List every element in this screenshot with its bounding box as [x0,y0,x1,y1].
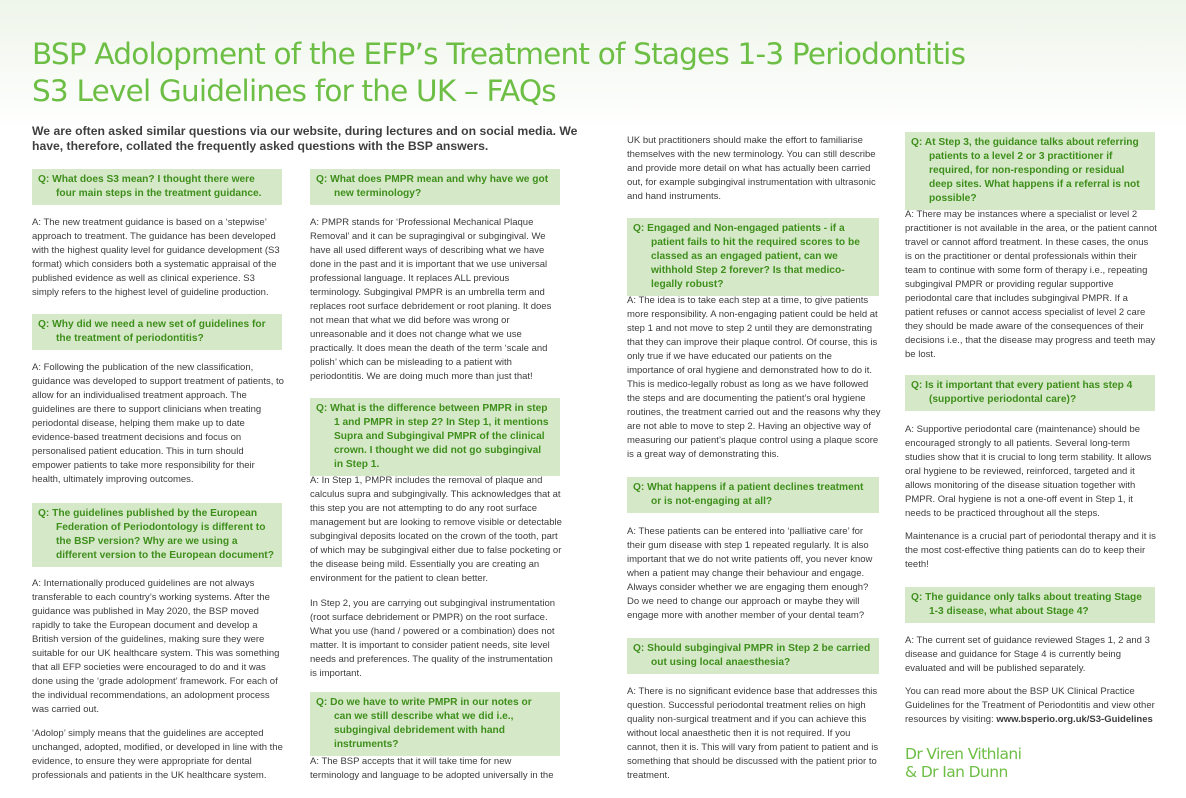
question-text: Q: Engaged and Non-engaged patients - if a patient fails to hit the required scores to be classed as an engaged patient, can we withhold Step 2 forever? Is that medico-legally robust? [633,223,860,290]
answer-text: A: The BSP accepts that it will take time for new terminology and language to be adopted universally in the [310,756,554,781]
answer-text: UK but practitioners should make the effort to familiarise themselves with the new terminology. You can still describe and provide more detail on what has actually been carried out, for example subgingival instrumentation with ultrasonic and hand instruments. [627,135,876,202]
answer-text: Maintenance is a crucial part of periodontal therapy and it is the most cost-effective thing patients can do to keep their teeth! [905,531,1156,570]
title-line-1: BSP Adolopment of the EFP’s Treatment of Stages 1-3 Periodontitis [32,37,966,71]
answer-text: In Step 2, you are carrying out subgingival instrumentation (root surface debridement or PMPR) on the root surface. What you use (hand / powered or a combination) does not matter. It is important to consider patient needs, site level needs and preferences. The quality of the instrumentation is important. [310,598,556,679]
answer-text: A: In Step 1, PMPR includes the removal of plaque and calculus supra and subgingivally. This acknowledges that at this step you are not attempting to do any root surface management but are looking to remove visible or detectable subgingival deposits located on the crown of the tooth, part of which may be subgingival either due to false pocketing or the disease being mild. Essentially you are creating an environment for the patient to clean better. [310,475,562,584]
question-text: Q: Do we have to write PMPR in our notes or can we still describe what we did i.e., subgingival debridement with hand instruments? [316,697,532,750]
guidelines-link[interactable]: www.bsperio.org.uk/S3-Guidelines [996,714,1153,725]
question-box [627,638,879,674]
question-box [905,587,1155,623]
answer-text: A: PMPR stands for ‘Professional Mechanical Plaque Removal’ and it can be supragingival or subgingival. We have all used different ways of describing what we have done in the past and it is important that we use universal professional language. It replaces ALL previous terminology. Subgingival PMPR is an umbrella term and replaces root surface debridement or root planing. It does not mean that what we did before was wrong or unreasonable and it does not change what we use practically. It does mean the death of the term ‘scale and polish’ which can be misleading to a patient with periodontitis. We are doing much more than just that! [310,217,552,382]
resources-text: You can read more about the BSP UK Clinical Practice Guidelines for the Treatment of Periodontitis and view other resources by visiting: [905,686,1155,725]
answer-text: A: The new treatment guidance is based on a ‘stepwise’ approach to treatment. The guidance has been developed with the highest quality level for guidance development (S3 format) which considers both a systematic appraisal of the published evidence as well as clinical experience. S3 simply refers to the highest level of guideline production. [32,217,280,298]
question-box [32,169,282,205]
page-title [32,36,965,110]
question-box [310,398,560,476]
question-text: Q: At Step 3, the guidance talks about referring patients to a level 2 or 3 practitioner if required, for non-responding or residual deep sites. What happens if a referral is not possible? [911,137,1140,204]
intro-text: We are often asked similar questions via our website, during lectures and on social media. We have, therefore, collated the frequently asked questions with the BSP answers. [32,124,578,153]
title-line-2: S3 Level Guidelines for the UK – FAQs [32,74,556,108]
answer-text: A: The current set of guidance reviewed Stages 1, 2 and 3 disease and guidance for Stage 4 is currently being evaluated and will be published separately. [905,635,1150,674]
answer-text: A: These patients can be entered into ‘palliative care’ for their gum disease with step 1 repeated regularly. It is also important that we do not write patients off, you never know when a patient may change their behaviour and engage. Always consider whether we are engaging them enough? Do we need to change our approach or maybe they will engage more with another member of your dental team? [627,526,873,621]
question-box [310,692,560,756]
answer-text: A: There may be instances where a specialist or level 2 practitioner is not available in the area, or the patient cannot travel or cannot afford treatment. In these cases, the onus is on the practitioner or dental professionals within their team to continue with some form of therapy i.e., repeating subgingival PMPR or providing regular supportive periodontal care that includes subgingival PMPR. If a patient refuses or cannot access specialist of level 2 care they should be made aware of the consequences of their decisions i.e., that the disease may progress and teeth may be lost. [905,209,1157,360]
answer-text: A: Supportive periodontal care (maintenance) should be encouraged strongly to all patients. Several long-term studies show that it is crucial to long term stability. It allows oral hygiene to be reviewed, reinforced, targeted and it allows monitoring of the disease situation together with PMPR. Oral hygiene is not a one-off event in Step 1, it needs to be practiced throughout all the steps. [905,424,1152,519]
answer-text: ‘Adolop’ simply means that the guidelines are accepted unchanged, adopted, modified, or developed in line with the evidence, to ensure they were appropriate for dental professionals and patients in the UK healthcare system. [32,728,283,781]
question-text: Q: What does PMPR mean and why have we got new terminology? [316,174,549,199]
question-box [32,314,282,350]
question-box [310,169,560,205]
answer-text: A: There is no significant evidence base that addresses this question. Successful periodontal treatment relies on high quality non-surgical treatment and if you can achieve this without local anaesthetic then it is not required. If you cannot, then it is. This will vary from patient to patient and is something that should be discussed with the patient prior to treatment. [627,686,879,781]
answer-text: A: Following the publication of the new classification, guidance was developed to support treatment of patients, to allow for an individualised treatment approach. The guidelines are there to support clinicians when treating periodontal disease, helping them make up to date evidence-based treatment decisions and focus on personalised patient education. This in turn should empower patients to take more responsibility for their health, ultimately improving outcomes. [32,362,284,485]
author-line-2: & Dr Ian Dunn [905,763,1008,781]
answer-text: A: The idea is to take each step at a time, to give patients more responsibility. A non-engaging patient could be held at step 1 and not move to step 2 until they are demonstrating that they can improve their plaque control. Of course, this is only true if we have educated our patients on the importance of oral hygiene and demonstrated how to do it. This is medico-legally robust as long as we have followed the steps and are documenting the patient’s oral hygiene routines, the treatment carried out and the reasons why they are not able to move to step 2. Having an objective way of measuring our patient’s plaque control using a plaque score is a great way of demonstrating this. [627,295,881,460]
question-box [627,477,879,513]
question-box [905,132,1155,210]
question-text: Q: What is the difference between PMPR in step 1 and PMPR in step 2? In Step 1, it mentions Supra and Subgingival PMPR of the clinical crown. I thought we did not go subgingival in Step 1. [316,403,549,470]
question-text: Q: What happens if a patient declines treatment or is not-engaging at all? [633,482,864,507]
question-text: Q: Why did we need a new set of guidelines for the treatment of periodontitis? [38,319,266,344]
question-text: Q: Is it important that every patient has step 4 (supportive periodontal care)? [911,380,1133,405]
question-text: Q: The guidance only talks about treating Stage 1-3 disease, what about Stage 4? [911,592,1142,617]
question-box [905,375,1155,411]
question-text: Q: What does S3 mean? I thought there were four main steps in the treatment guidance. [38,174,262,199]
author-line-1: Dr Viren Vithlani [905,745,1022,763]
answer-text [905,685,1157,727]
author-signature [905,745,1021,781]
question-box [32,503,282,567]
question-text: Q: The guidelines published by the European Federation of Periodontology is different to the BSP version? Why are we using a different version to the European document? [38,508,274,561]
question-text: Q: Should subgingival PMPR in Step 2 be carried out using local anaesthesia? [633,643,871,668]
answer-text: A: Internationally produced guidelines are not always transferable to each country’s working systems. After the guidance was published in May 2020, the BSP moved rapidly to take the European document and develop a British version of the guidelines, making sure they were suitable for our UK healthcare system. This was something that all EFP societies were encouraged to do and it was done using the ‘grade adolopment’ framework. For each of the individual recommendations, an adolopment process was carried out. [32,578,280,715]
question-box [627,218,879,296]
